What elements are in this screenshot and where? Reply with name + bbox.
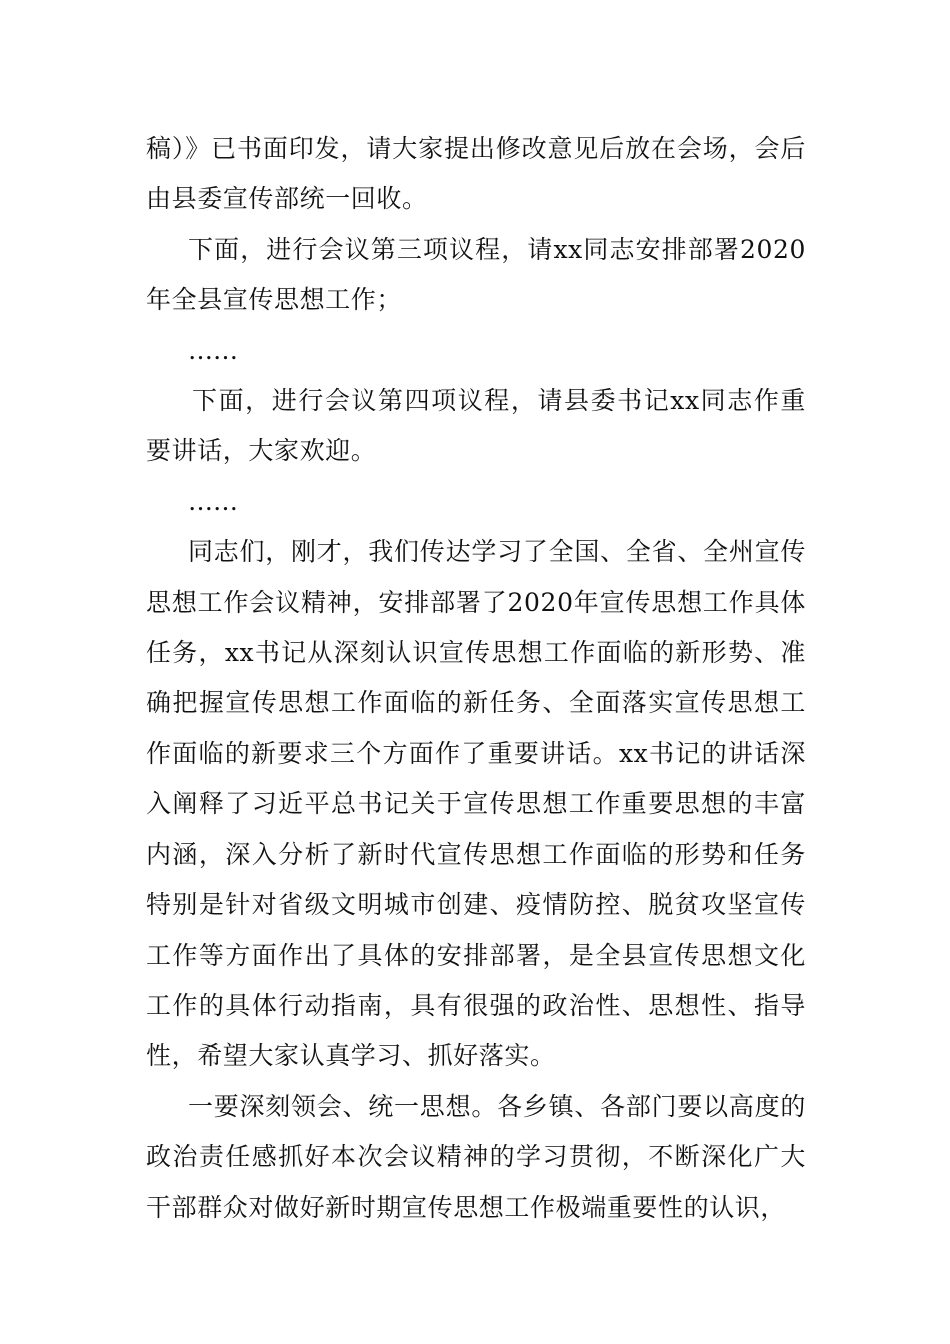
paragraph-ellipsis: …… [188, 486, 238, 516]
document-body [146, 124, 806, 1233]
paragraph-point-one: 一要深刻领会、统一思想。各乡镇、各部门要以高度的政治责任感抓好本次会议精神的学习贯彻，不断深化广大干部群众对做好新时期宣传思想工作极端重要性的认识， [146, 1091, 806, 1222]
paragraph-ellipsis: …… [188, 335, 238, 365]
paragraph-summary: 同志们，刚才，我们传达学习了全国、全省、全州宣传思想工作会议精神，安排部署了2020年宣传思想工作具体任务，xx书记从深刻认识宣传思想工作面临的新形势、准确把握宣传思想工作面临的新任务、全面落实宣传思想工作面临的新要求三个方面作了重要讲话。xx书记的讲话深入阐释了习近平总书记关于宣传思想工作重要思想的丰富内涵，深入分析了新时代宣传思想工作面临的形势和任务特别是针对省级文明城市创建、疫情防控、脱贫攻坚宣传工作等方面作出了具体的安排部署，是全县宣传思想文化工作的具体行动指南，具有很强的政治性、思想性、指导性，希望大家认真学习、抓好落实。 [146, 537, 806, 1071]
paragraph-agenda-item-four: 下面，进行会议第四项议程，请县委书记xx同志作重要讲话，大家欢迎。 [146, 386, 806, 466]
paragraph-handout-notice: 稿）》已书面印发，请大家提出修改意见后放在会场，会后由县委宣传部统一回收。 [146, 134, 806, 214]
paragraph-agenda-item-three: 下面，进行会议第三项议程，请xx同志安排部署2020年全县宣传思想工作； [146, 234, 806, 315]
